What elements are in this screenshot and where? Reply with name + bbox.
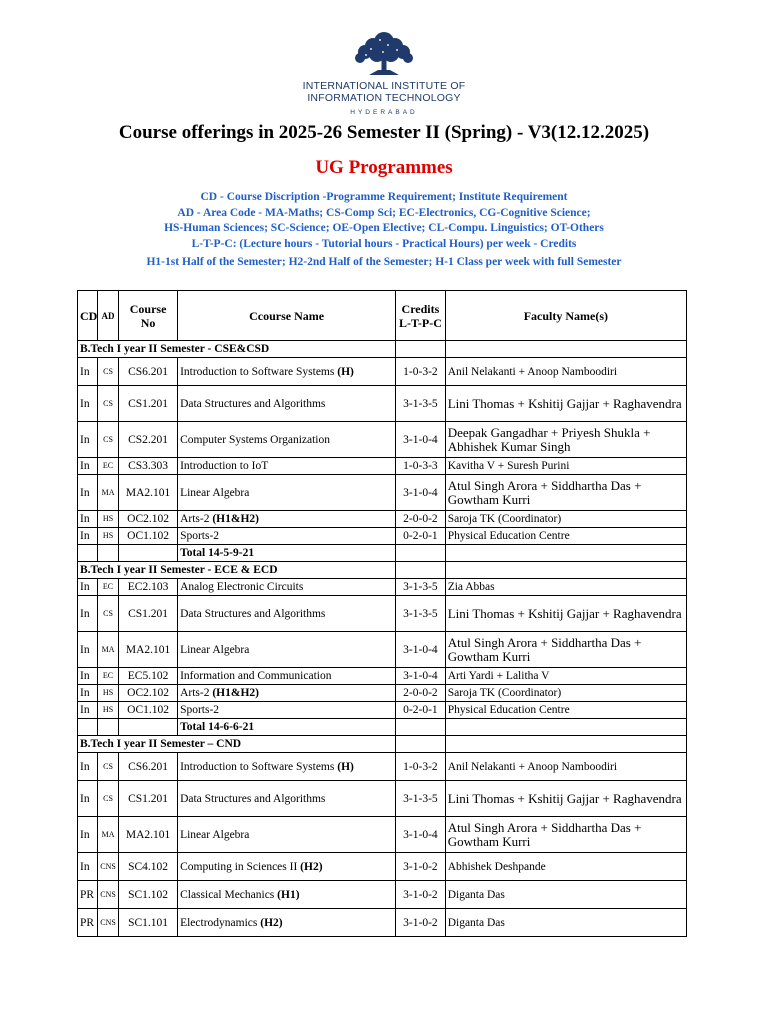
credits-cell: 0-2-0-1 [396, 528, 446, 545]
table-row [78, 881, 687, 909]
course-name-cell [178, 881, 396, 909]
faculty-cell: Lini Thomas + Kshitij Gajjar + Raghavendra [445, 596, 686, 632]
course-name: Information and Communication [180, 670, 332, 682]
course-half-tag: (H) [337, 365, 354, 378]
total-blank-cell [98, 545, 119, 562]
credits-cell: 3-1-0-4 [396, 668, 446, 685]
cd-cell: In [78, 386, 98, 422]
course-name-cell [178, 358, 396, 386]
legend-line: AD - Area Code - MA-Maths; CS-Comp Sci; EC-Electronics, CG-Cognitive Science; [177, 206, 591, 219]
section-row [78, 341, 687, 358]
course-name-cell [178, 817, 396, 853]
course-no-cell: SC4.102 [119, 853, 178, 881]
total-blank-cell [119, 719, 178, 736]
course-name-cell [178, 632, 396, 668]
faculty-cell: Lini Thomas + Kshitij Gajjar + Raghavendra [445, 386, 686, 422]
course-name-cell [178, 528, 396, 545]
section-faculty-cell [445, 736, 686, 753]
table-row [78, 579, 687, 596]
faculty-cell: Lini Thomas + Kshitij Gajjar + Raghavendra [445, 781, 686, 817]
credits-cell: 1-0-3-2 [396, 753, 446, 781]
ad-cell: CNS [98, 853, 119, 881]
faculty-cell: Zia Abbas [445, 579, 686, 596]
header-course-no [119, 291, 178, 341]
section-credits-cell [396, 736, 446, 753]
document-title: Course offerings in 2025-26 Semester II (Spring) - V3(12.12.2025) [118, 122, 650, 143]
credits-cell: 3-1-3-5 [396, 596, 446, 632]
total-row [78, 545, 687, 562]
faculty-cell: Atul Singh Arora + Siddhartha Das + Gowtham Kurri [445, 632, 686, 668]
course-no-cell: CS6.201 [119, 753, 178, 781]
course-no-cell: EC5.102 [119, 668, 178, 685]
course-table [77, 290, 687, 937]
cd-cell: In [78, 781, 98, 817]
institute-name-line2: INFORMATION TECHNOLOGY [307, 92, 461, 104]
header-credits-line1: Credits [401, 301, 440, 316]
course-name: Electrodynamics [180, 916, 261, 929]
total-blank-cell [78, 719, 98, 736]
course-half-tag: (H) [337, 760, 354, 773]
ad-cell: HS [98, 702, 119, 719]
section-title: B.Tech I year II Semester – CND [78, 736, 396, 753]
cd-cell: In [78, 475, 98, 511]
course-name: Computer Systems Organization [180, 433, 330, 446]
course-name: Arts-2 [180, 687, 213, 699]
course-name-cell [178, 909, 396, 937]
course-no-cell: CS3.303 [119, 458, 178, 475]
course-name-cell [178, 853, 396, 881]
course-no-cell: OC1.102 [119, 528, 178, 545]
credits-cell: 3-1-0-4 [396, 632, 446, 668]
course-no-cell: EC2.103 [119, 579, 178, 596]
cd-cell: In [78, 853, 98, 881]
course-half-tag: (H1&H2) [212, 513, 259, 525]
section-row [78, 562, 687, 579]
header-credits-line2: L-T-P-C [398, 315, 442, 330]
total-blank-cell [445, 719, 686, 736]
cd-cell: In [78, 458, 98, 475]
ad-cell: MA [98, 632, 119, 668]
faculty-cell: Atul Singh Arora + Siddhartha Das + Gowtham Kurri [445, 817, 686, 853]
ad-cell: HS [98, 528, 119, 545]
course-name-cell [178, 685, 396, 702]
cd-cell: In [78, 422, 98, 458]
cd-cell: In [78, 685, 98, 702]
credits-cell: 3-1-3-5 [396, 386, 446, 422]
header-credits [396, 291, 446, 341]
course-name-cell [178, 475, 396, 511]
course-name: Classical Mechanics [180, 888, 278, 901]
ad-cell: MA [98, 475, 119, 511]
course-half-tag: (H2) [300, 860, 323, 873]
faculty-cell: Diganta Das [445, 909, 686, 937]
total-label: Total 14-6-6-21 [178, 719, 396, 736]
course-no-cell: OC1.102 [119, 702, 178, 719]
cd-cell: In [78, 358, 98, 386]
course-no-cell: SC1.101 [119, 909, 178, 937]
cd-cell: In [78, 511, 98, 528]
cd-cell: In [78, 528, 98, 545]
faculty-cell: Saroja TK (Coordinator) [445, 685, 686, 702]
credits-cell: 3-1-3-5 [396, 579, 446, 596]
course-half-tag: (H2) [260, 916, 283, 929]
table-row [78, 781, 687, 817]
table-body [78, 341, 687, 937]
legend-line: L-T-P-C: (Lecture hours - Tutorial hours - Practical Hours) per week - Credits [191, 237, 577, 250]
institute-logo [0, 28, 768, 118]
section-faculty-cell [445, 562, 686, 579]
credits-cell: 3-1-0-4 [396, 475, 446, 511]
cd-cell: In [78, 817, 98, 853]
credits-cell: 3-1-0-4 [396, 422, 446, 458]
course-name: Linear Algebra [180, 828, 250, 841]
ad-cell: EC [98, 668, 119, 685]
course-name: Sports-2 [180, 704, 220, 716]
course-name-cell [178, 668, 396, 685]
table-row [78, 817, 687, 853]
faculty-cell: Deepak Gangadhar + Priyesh Shukla + Abhishek Kumar Singh [445, 422, 686, 458]
cd-cell: PR [78, 909, 98, 937]
credits-cell: 2-0-0-2 [396, 511, 446, 528]
course-name: Introduction to Software Systems [180, 760, 338, 773]
course-name: Data Structures and Algorithms [180, 607, 326, 620]
cd-cell: PR [78, 881, 98, 909]
ad-cell: CS [98, 753, 119, 781]
ad-cell: CS [98, 386, 119, 422]
credits-cell: 2-0-0-2 [396, 685, 446, 702]
course-name-cell [178, 458, 396, 475]
legend-line: HS-Human Sciences; SC-Science; OE-Open Elective; CL-Compu. Linguistics; OT-Others [164, 222, 604, 235]
section-row [78, 736, 687, 753]
course-name-cell [178, 422, 396, 458]
credits-cell: 3-1-0-4 [396, 817, 446, 853]
course-no-cell: OC2.102 [119, 685, 178, 702]
cd-cell: In [78, 668, 98, 685]
table-row [78, 358, 687, 386]
table-row [78, 511, 687, 528]
table-row [78, 753, 687, 781]
cd-cell: In [78, 702, 98, 719]
ad-cell: CS [98, 422, 119, 458]
course-no-cell: CS6.201 [119, 358, 178, 386]
total-blank-cell [119, 545, 178, 562]
course-name-cell [178, 753, 396, 781]
table-row [78, 596, 687, 632]
course-no-cell: SC1.102 [119, 881, 178, 909]
course-name: Linear Algebra [180, 486, 250, 499]
credits-cell: 0-2-0-1 [396, 702, 446, 719]
course-half-tag: (H1) [277, 888, 300, 901]
table-row [78, 528, 687, 545]
cd-cell: In [78, 632, 98, 668]
ad-cell: CNS [98, 909, 119, 937]
total-row [78, 719, 687, 736]
credits-cell: 1-0-3-2 [396, 358, 446, 386]
total-blank-cell [396, 719, 446, 736]
course-name: Introduction to Software Systems [180, 365, 338, 378]
ad-cell: MA [98, 817, 119, 853]
section-title: B.Tech I year II Semester - CSE&CSD [78, 341, 396, 358]
course-half-tag: (H1&H2) [212, 687, 259, 699]
course-name-cell [178, 579, 396, 596]
header-faculty: Faculty Name(s) [445, 291, 686, 341]
faculty-cell: Diganta Das [445, 881, 686, 909]
faculty-cell: Atul Singh Arora + Siddhartha Das + Gowtham Kurri [445, 475, 686, 511]
course-name-cell [178, 511, 396, 528]
faculty-cell: Anil Nelakanti + Anoop Namboodiri [445, 358, 686, 386]
course-name-cell [178, 386, 396, 422]
total-blank-cell [98, 719, 119, 736]
course-name: Data Structures and Algorithms [180, 397, 326, 410]
section-credits-cell [396, 562, 446, 579]
header-cd: CD [78, 291, 98, 341]
legend-line: CD - Course Discription -Programme Requirement; Institute Requirement [200, 191, 568, 203]
header-course-no-line2: No [140, 315, 156, 330]
course-name: Analog Electronic Circuits [180, 581, 304, 593]
total-blank-cell [445, 545, 686, 562]
tree-logo-icon [349, 28, 419, 78]
course-no-cell: MA2.101 [119, 817, 178, 853]
table-row [78, 909, 687, 937]
course-no-cell: MA2.101 [119, 475, 178, 511]
course-name: Sports-2 [180, 530, 220, 542]
ad-cell: EC [98, 579, 119, 596]
table-row [78, 458, 687, 475]
section-title: B.Tech I year II Semester - ECE & ECD [78, 562, 396, 579]
course-name: Linear Algebra [180, 643, 250, 656]
ad-cell: CS [98, 358, 119, 386]
ad-cell: HS [98, 685, 119, 702]
cd-cell: In [78, 596, 98, 632]
total-blank-cell [396, 545, 446, 562]
course-name-cell [178, 702, 396, 719]
table-row [78, 475, 687, 511]
ad-cell: CS [98, 781, 119, 817]
faculty-cell: Kavitha V + Suresh Purini [445, 458, 686, 475]
cd-cell: In [78, 579, 98, 596]
credits-cell: 1-0-3-3 [396, 458, 446, 475]
header-ad: AD [98, 291, 119, 341]
course-no-cell: CS1.201 [119, 596, 178, 632]
course-no-cell: CS2.201 [119, 422, 178, 458]
faculty-cell: Saroja TK (Coordinator) [445, 511, 686, 528]
course-no-cell: OC2.102 [119, 511, 178, 528]
table-row [78, 632, 687, 668]
total-blank-cell [78, 545, 98, 562]
ad-cell: HS [98, 511, 119, 528]
credits-cell: 3-1-0-2 [396, 881, 446, 909]
faculty-cell: Arti Yardi + Lalitha V [445, 668, 686, 685]
course-no-cell: CS1.201 [119, 386, 178, 422]
table-row [78, 685, 687, 702]
credits-cell: 3-1-0-2 [396, 909, 446, 937]
course-name-cell [178, 596, 396, 632]
cd-cell: In [78, 753, 98, 781]
section-faculty-cell [445, 341, 686, 358]
institute-name-line1: INTERNATIONAL INSTITUTE OF [302, 80, 466, 92]
ad-cell: EC [98, 458, 119, 475]
faculty-cell: Physical Education Centre [445, 528, 686, 545]
faculty-cell: Abhishek Deshpande [445, 853, 686, 881]
course-name-cell [178, 781, 396, 817]
credits-cell: 3-1-0-2 [396, 853, 446, 881]
course-name: Introduction to IoT [180, 460, 269, 472]
header-course-name: Ccourse Name [178, 291, 396, 341]
document-subtitle: UG Programmes [315, 157, 453, 178]
course-name: Data Structures and Algorithms [180, 792, 326, 805]
section-credits-cell [396, 341, 446, 358]
table-header-row [78, 291, 687, 341]
header-course-no-line1: Course [129, 301, 167, 316]
ad-cell: CS [98, 596, 119, 632]
total-label: Total 14-5-9-21 [178, 545, 396, 562]
course-name: Computing in Sciences II [180, 860, 301, 873]
course-no-cell: CS1.201 [119, 781, 178, 817]
faculty-cell: Physical Education Centre [445, 702, 686, 719]
course-no-cell: MA2.101 [119, 632, 178, 668]
table-row [78, 702, 687, 719]
table-row [78, 386, 687, 422]
legend-line: H1-1st Half of the Semester; H2-2nd Half of the Semester; H-1 Class per week with full Semester [146, 256, 622, 269]
table-row [78, 668, 687, 685]
table-row [78, 853, 687, 881]
ad-cell: CNS [98, 881, 119, 909]
faculty-cell: Anil Nelakanti + Anoop Namboodiri [445, 753, 686, 781]
table-row [78, 422, 687, 458]
course-name: Arts-2 [180, 513, 213, 525]
institute-city: HYDERABAD [350, 109, 418, 116]
legend-block [0, 190, 768, 271]
credits-cell: 3-1-3-5 [396, 781, 446, 817]
